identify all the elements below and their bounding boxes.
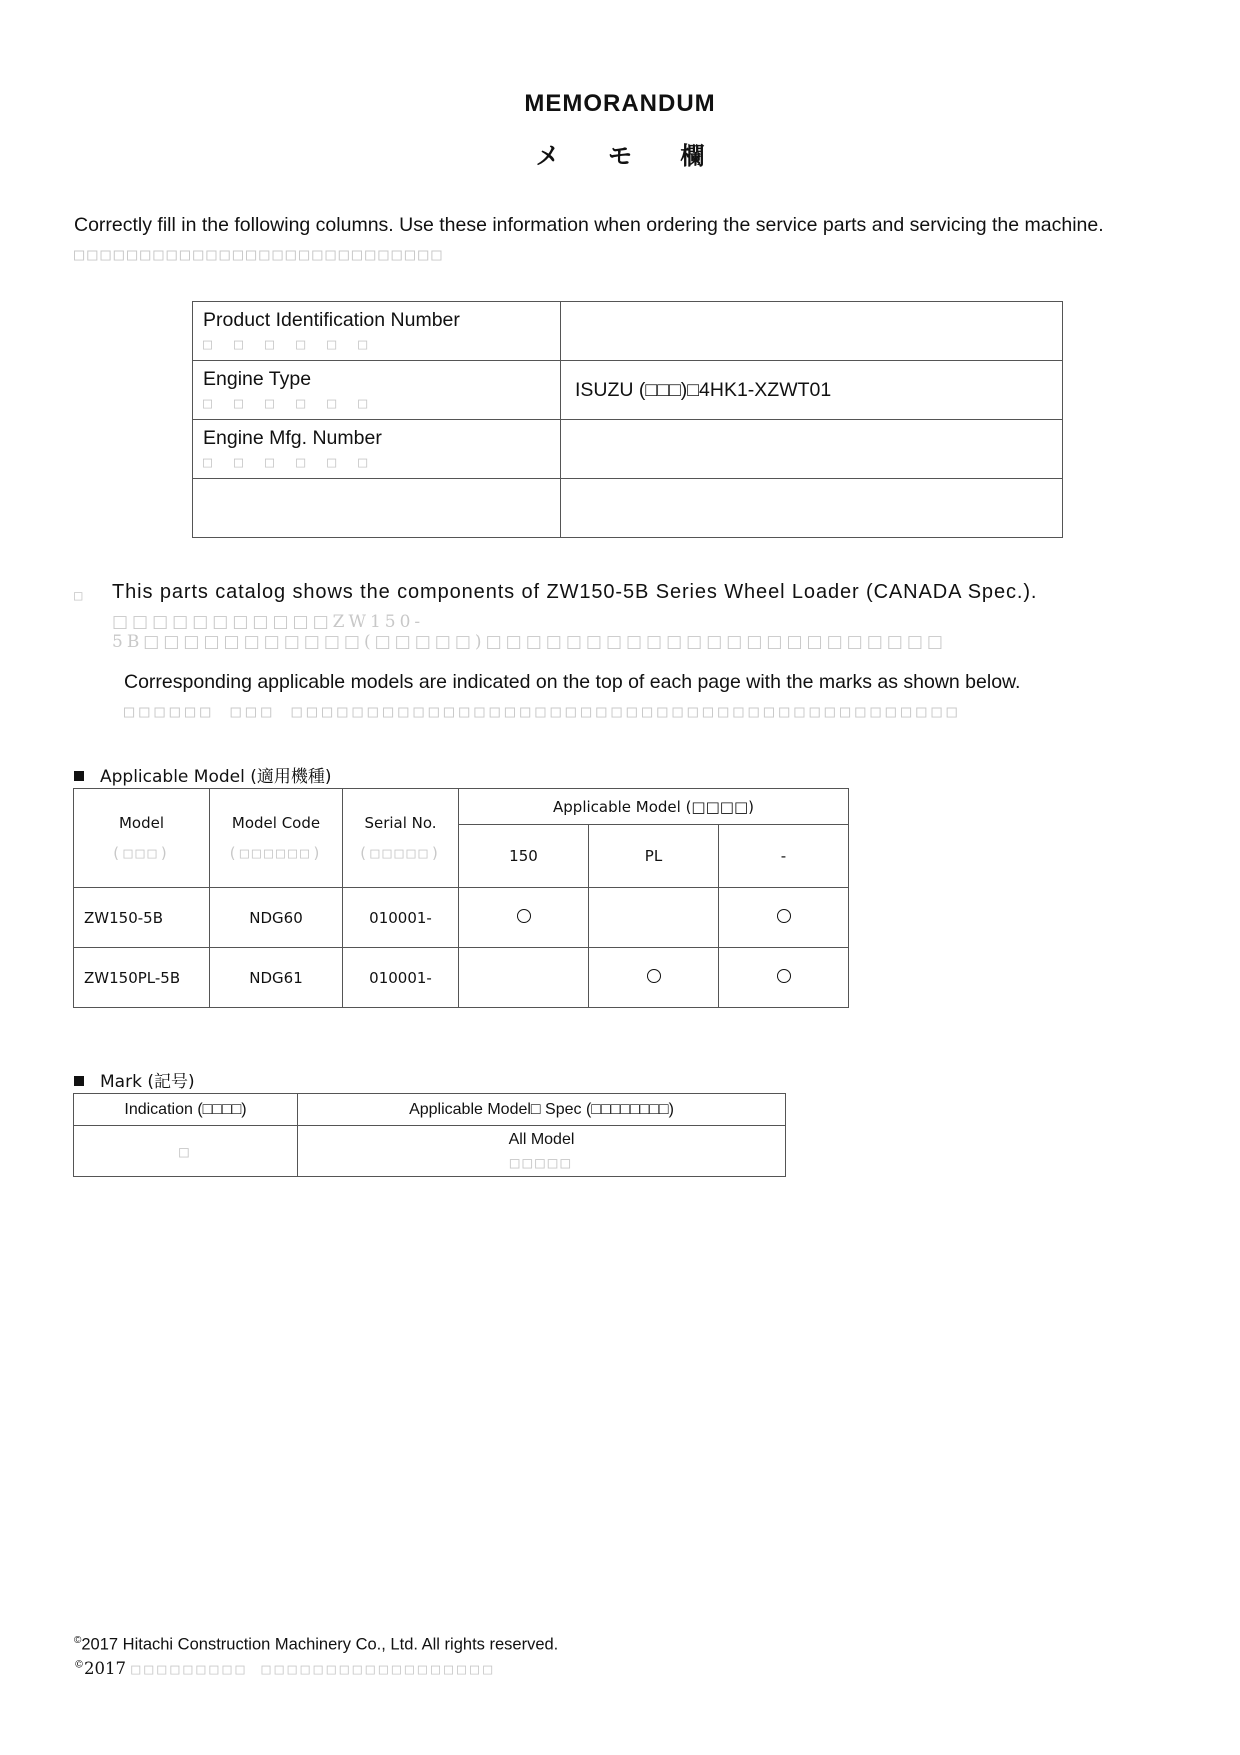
catalog-text: This parts catalog shows the components of ZW150-5B Series Wheel Loader (CANADA Spec.). (112, 581, 1038, 603)
footer-copyright-text: 2017 Hitachi Construction Machinery Co., Ltd. All rights reserved. (81, 1635, 559, 1654)
memo-label-pin (193, 302, 561, 361)
header-applicable: Applicable Model (□□□□) (459, 789, 849, 825)
mark-heading-text: Mark (記号) (100, 1072, 195, 1092)
header-model-code (210, 789, 343, 888)
mark-cell-indication: □ (74, 1126, 298, 1177)
mark-header-applicable: Applicable Model□ Spec (□□□□□□□□) (298, 1094, 786, 1126)
header-model (74, 789, 210, 888)
mark-cell-model (298, 1126, 786, 1177)
memo-table (192, 301, 1063, 538)
memo-row-engine-number (193, 420, 1063, 479)
header-model-label: Model (118, 814, 165, 832)
memo-row-engine-type (193, 361, 1063, 420)
cell-150 (459, 888, 589, 948)
memo-row-blank (193, 479, 1063, 538)
applicable-model-heading (74, 762, 332, 787)
table-row (74, 888, 849, 948)
corresponding-text-jp: □□□□□□ □□□ □□□□□□□□□□□□□□□□□□□□□□□□□□□□□□□□□□□□□□□□□□□□ (124, 702, 962, 722)
memo-row-pin (193, 302, 1063, 361)
header-sub-pl: PL (589, 825, 719, 888)
memo-value-engine-number[interactable] (561, 420, 1063, 479)
memo-label-engine-type (193, 361, 561, 420)
page-subtitle-jp: メ モ 欄 (535, 142, 705, 170)
page-title: MEMORANDUM (524, 90, 716, 117)
corresponding-text: Corresponding applicable models are indicated on the top of each page with the marks as shown below. (124, 671, 1021, 693)
mark-cell-model-jp: □□□□□ (509, 1152, 574, 1172)
circle-mark-icon (777, 909, 791, 923)
square-bullet-icon (74, 771, 84, 781)
table-row (74, 948, 849, 1008)
circle-mark-icon (777, 969, 791, 983)
copyright-icon: © (74, 1635, 82, 1646)
header-serial-label: Serial No. (364, 814, 437, 832)
mark-cell-model-label: All Model (508, 1130, 575, 1148)
memo-value-blank[interactable] (561, 479, 1063, 538)
cell-pl (589, 948, 719, 1008)
memo-label-jp: □□□□□□ (203, 394, 390, 412)
catalog-text-jp: □□□□□□□□□□□ZW150-5B□□□□□□□□□□□(□□□□□)□□□□□□□□□□□□□□□□□□□□□□□ (112, 612, 947, 652)
intro-text: Correctly fill in the following columns. Use these information when ordering the service parts and servicing the machine. (74, 214, 1104, 236)
cell-pl (589, 888, 719, 948)
mark-table (73, 1093, 786, 1177)
square-bullet-icon (74, 1076, 84, 1086)
cell-code: NDG61 (210, 948, 343, 1008)
header-model-jp: (□□□) (111, 844, 172, 862)
catalog-bullet-icon: □ (74, 588, 86, 604)
copyright-icon: © (74, 1659, 84, 1671)
table-row (74, 1126, 786, 1177)
memo-label-engine-number (193, 420, 561, 479)
applicable-model-heading-text: Applicable Model (適用機種) (100, 767, 332, 787)
intro-text-jp: □□□□□□□□□□□□□□□□□□□□□□□□□□□□ (74, 245, 445, 265)
memo-label-text: Engine Mfg. Number (203, 427, 382, 449)
memo-value-engine-type[interactable]: ISUZU (□□□)□4HK1-XZWT01 (561, 361, 1063, 420)
memo-label-text: Engine Type (203, 368, 312, 390)
footer-jp-text: □□□□□□□□□ □□□□□□□□□□□□□□□□□□ (131, 1660, 497, 1678)
memo-label-text: Product Identification Number (203, 309, 460, 331)
footer-copyright-jp (74, 1659, 496, 1678)
memo-label-blank[interactable] (193, 479, 561, 538)
memo-value-pin[interactable] (561, 302, 1063, 361)
cell-serial: 010001- (343, 948, 459, 1008)
footer-year: 2017 (84, 1659, 126, 1678)
cell-serial: 010001- (343, 888, 459, 948)
cell-150 (459, 948, 589, 1008)
cell-model: ZW150-5B (74, 888, 210, 948)
header-serial-jp: (□□□□□) (358, 844, 443, 862)
cell-dash (719, 948, 849, 1008)
cell-dash (719, 888, 849, 948)
cell-model: ZW150PL-5B (74, 948, 210, 1008)
circle-mark-icon (517, 909, 531, 923)
circle-mark-icon (647, 969, 661, 983)
cell-code: NDG60 (210, 888, 343, 948)
memo-label-jp: □□□□□□ (203, 335, 390, 353)
header-model-code-jp: (□□□□□□) (227, 844, 325, 862)
footer-copyright (74, 1635, 558, 1655)
mark-header-indication: Indication (□□□□) (74, 1094, 298, 1126)
header-serial (343, 789, 459, 888)
applicable-model-table (73, 788, 849, 1008)
mark-heading (74, 1067, 195, 1092)
header-sub-dash: - (719, 825, 849, 888)
memo-label-jp: □□□□□□ (203, 453, 390, 471)
header-model-code-label: Model Code (231, 814, 321, 832)
header-sub-150: 150 (459, 825, 589, 888)
